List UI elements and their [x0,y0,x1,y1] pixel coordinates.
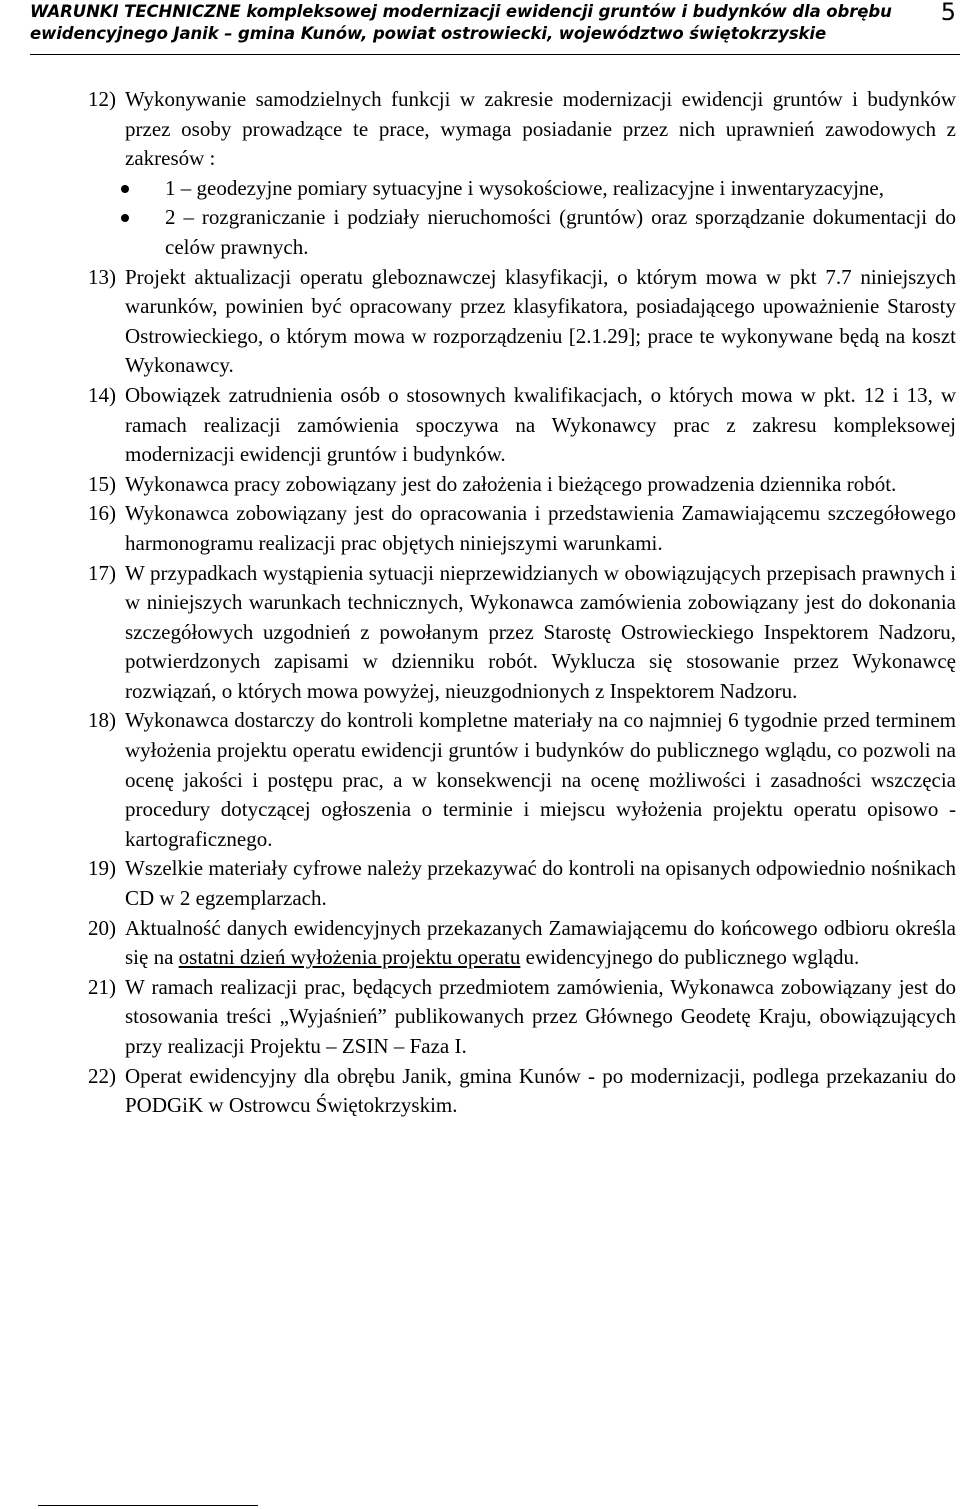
header-title-line-1: WARUNKI TECHNICZNE kompleksowej modernizacji ewidencji gruntów i budynków dla obrębu [30,2,892,21]
item-text-end: ewidencyjnego do publicznego wglądu. [520,945,860,970]
list-item-17 [88,559,956,707]
item-text: Obowiązek zatrudnienia osób o stosownych kwalifikacjach, o których mowa w pkt. 12 i 13, w ramach realizacji zamówienia spoczywa na Wykonawcy prac z zakresu kompleksowej modernizacji ewidencji gruntów i budynków. [125,382,956,467]
item-number: 18) [88,708,116,733]
item-number: 19) [88,856,116,881]
page-number: 5 [940,0,956,26]
bullet-item [125,203,956,262]
list-item-22 [88,1062,956,1121]
list-item-16 [88,499,956,558]
list-item-13 [88,263,956,381]
item-text: Wykonawca zobowiązany jest do opracowania i przedstawienia Zamawiającemu szczegółowego harmonogramu realizacji prac objętych niniejszymi warunkami. [125,501,956,555]
item-number: 17) [88,560,116,585]
item-number: 12) [88,87,116,111]
list-item-21 [88,973,956,1062]
item-text [125,914,956,973]
item-text: W ramach realizacji prac, będących przedmiotem zamówienia, Wykonawca zobowiązany jest do stosowania treści „Wyjaśnień” publikowanych przez Głównego Geodetę Kraju, obowiązujących przy realizacji Projektu – ZSIN – Faza I. [125,974,956,1058]
running-header [30,0,960,55]
document-body [88,85,956,1121]
item-text: Wykonawca dostarczy do kontroli kompletne materiały na co najmniej 6 tygodnie przed terminem wyłożenia projektu operatu ewidencji gruntów i budynków do publicznego wglądu, co pozwoli na ocenę jakości i postępu prac, a w konsekwencji na ocenę możliwości i zasadności wszczęcia procedury dotyczącej ogłoszenia o terminie i miejscu wyłożenia projektu operatu opisowo - kartograficznego. [125,708,956,851]
list-item-19 [88,854,956,913]
item-number: 21) [88,974,116,999]
item-text-start: Aktualność danych ewidencyjnych przekazanych Zamawiającemu do końcowego odbioru określa się na [125,915,956,970]
item-number: 16) [88,501,116,526]
bullet-dot-icon [121,185,129,193]
underlined-phrase: ostatni dzień wyłożenia projektu operatu [178,945,521,970]
qualification-list [125,174,956,263]
bullet-text: 2 – rozgraniczanie i podziały nieruchomości (gruntów) oraz sporządzanie dokumentacji do celów prawnych. [165,205,956,259]
footnote-separator [38,1505,258,1506]
item-number: 20) [88,915,116,940]
item-number: 22) [88,1063,116,1088]
item-number: 15) [88,471,116,496]
item-number: 13) [88,264,116,289]
item-number: 14) [88,382,116,407]
list-item-14 [88,381,956,470]
list-item-18 [88,706,956,854]
item-text: Operat ewidencyjny dla obrębu Janik, gmina Kunów - po modernizacji, podlega przekazaniu do PODGiK w Ostrowcu Świętokrzyskim. [125,1063,956,1118]
item-text: Wykonywanie samodzielnych funkcji w zakresie modernizacji ewidencji gruntów i budynków przez osoby prowadzące te prace, wymaga posiadanie przez nich uprawnień zawodowych z zakresów : [125,87,956,171]
item-text: Wszelkie materiały cyfrowe należy przekazywać do kontroli na opisanych odpowiednio nośnikach CD w 2 egzemplarzach. [125,856,956,911]
list-item-20 [88,914,956,973]
bullet-dot-icon [121,214,129,222]
list-item-15 [88,470,956,500]
header-title-line-2: ewidencyjnego Janik – gmina Kunów, powiat ostrowiecki, województwo świętokrzyskie [30,24,827,43]
item-text: Projekt aktualizacji operatu gleboznawczej klasyfikacji, o którym mowa w pkt 7.7 niniejszych warunków, powinien być opracowany przez klasyfikatora, posiadającego upoważnienie Starosty Ostrowieckiego, o którym mowa w rozporządzeniu [2.1.29]; prace te wykonywane będą na koszt Wykonawcy. [125,264,956,378]
item-text: Wykonawca pracy zobowiązany jest do założenia i bieżącego prowadzenia dziennika robót. [125,471,897,496]
item-text: W przypadkach wystąpienia sytuacji nieprzewidzianych w obowiązujących przepisach prawnych i w niniejszych warunkach technicznych, Wykonawca zamówienia zobowiązany jest do dokonania szczegółowych uzgodnień z powołanym przez Starostę Ostrowieckiego Inspektorem Nadzoru, potwierdzonych zapisami w dzienniku robót. Wyklucza się stosowanie przez Wykonawcę rozwiązań, o których mowa powyżej, nieuzgodnionych z Inspektorem Nadzoru. [125,560,956,703]
bullet-text: 1 – geodezyjne pomiary sytuacyjne i wysokościowe, realizacyjne i inwentaryzacyjne, [165,175,884,200]
list-item-12 [88,85,956,263]
bullet-item [125,174,956,204]
